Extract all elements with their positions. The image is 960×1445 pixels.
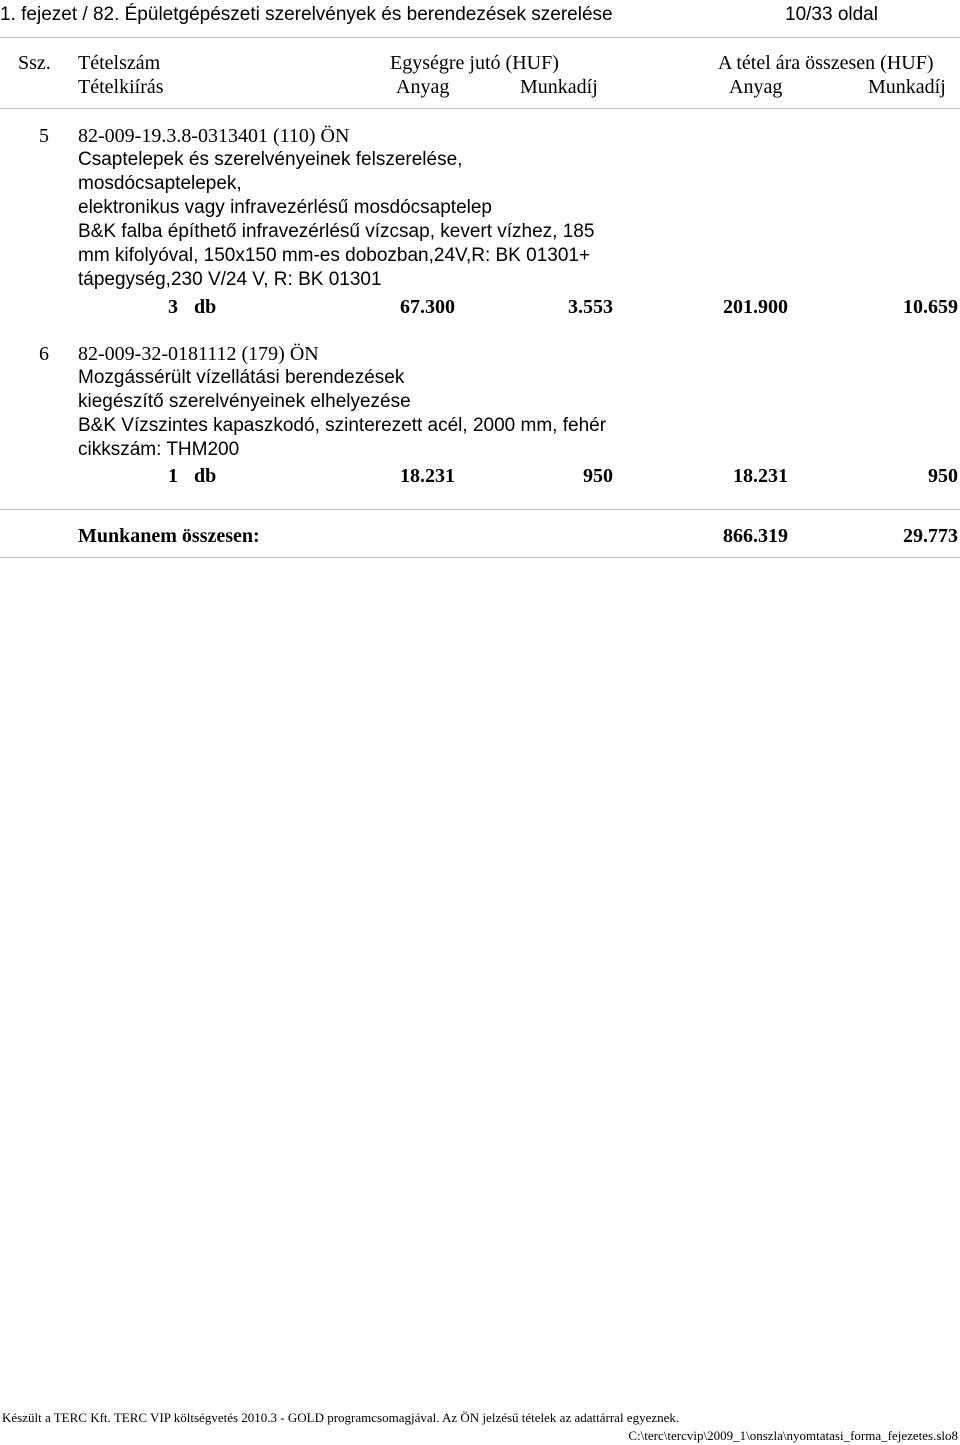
item-description-line: kiegészítő szerelvényeinek elhelyezése	[78, 391, 411, 412]
col-osszesen: A tétel ára összesen (HUF)	[718, 52, 934, 74]
item-description-line: elektronikus vagy infravezérlésű mosdócsaptelep	[78, 197, 492, 218]
summary-top-divider	[0, 509, 960, 510]
footer-note: Készült a TERC Kft. TERC VIP költségvetés 2010.3 - GOLD programcsomagjával. Az ÖN jelzésű tételek az adattárral egyeznek.	[2, 1410, 680, 1425]
columns-divider	[0, 108, 960, 109]
summary-total-material: 866.319	[723, 525, 788, 547]
col-anyag-unit: Anyag	[396, 76, 450, 98]
summary-bottom-divider	[0, 557, 960, 558]
item-quantity: 1	[168, 465, 178, 487]
item-code: 82-009-32-0181112 (179) ÖN	[78, 343, 319, 365]
item-unit: db	[194, 465, 217, 487]
item-description-line: mosdócsaptelepek,	[78, 173, 242, 194]
header-divider	[0, 37, 960, 38]
chapter-title: 1. fejezet / 82. Épületgépészeti szerelvények és berendezések szerelése	[0, 4, 613, 25]
item-description-line: B&K Vízszintes kapaszkodó, szinterezett acél, 2000 mm, fehér	[78, 415, 607, 436]
page-number: 10/33 oldal	[785, 4, 878, 25]
item-unit-labor: 950	[583, 465, 613, 487]
col-munkadij-unit: Munkadíj	[520, 76, 598, 98]
col-ssz: Ssz.	[18, 52, 51, 74]
item-description-line: Mozgássérült vízellátási berendezések	[78, 367, 405, 388]
item-unit-material: 67.300	[400, 296, 455, 318]
item-total-material: 18.231	[733, 465, 788, 487]
item-description-line: mm kifolyóval, 150x150 mm-es dobozban,24V,R: BK 01301+	[78, 245, 591, 266]
item-unit-material: 18.231	[400, 465, 455, 487]
col-egysegre: Egységre jutó (HUF)	[390, 52, 559, 74]
footer-file-path: C:\terc\tercvip\2009_1\onszla\nyomtatasi_forma_fejezetes.slo8	[628, 1428, 958, 1443]
item-description-line: cikkszám: THM200	[78, 439, 240, 460]
col-tetelkiiras: Tételkiírás	[78, 76, 164, 98]
item-unit-labor: 3.553	[568, 296, 613, 318]
summary-label: Munkanem összesen:	[78, 525, 260, 547]
item-description-line: tápegység,230 V/24 V, R: BK 01301	[78, 269, 382, 290]
col-munkadij-total: Munkadíj	[868, 76, 946, 98]
item-unit: db	[194, 296, 217, 318]
item-total-labor: 10.659	[903, 296, 958, 318]
item-number: 6	[39, 343, 49, 365]
item-description-line: B&K falba építhető infravezérlésű vízcsap, kevert vízhez, 185	[78, 221, 595, 242]
summary-total-labor: 29.773	[903, 525, 958, 547]
item-quantity: 3	[168, 296, 178, 318]
item-description-line: Csaptelepek és szerelvényeinek felszerelése,	[78, 149, 463, 170]
col-tetelszam: Tételszám	[78, 52, 161, 74]
item-code: 82-009-19.3.8-0313401 (110) ÖN	[78, 125, 350, 147]
col-anyag-total: Anyag	[729, 76, 783, 98]
item-total-material: 201.900	[723, 296, 788, 318]
item-number: 5	[39, 125, 49, 147]
item-total-labor: 950	[928, 465, 958, 487]
